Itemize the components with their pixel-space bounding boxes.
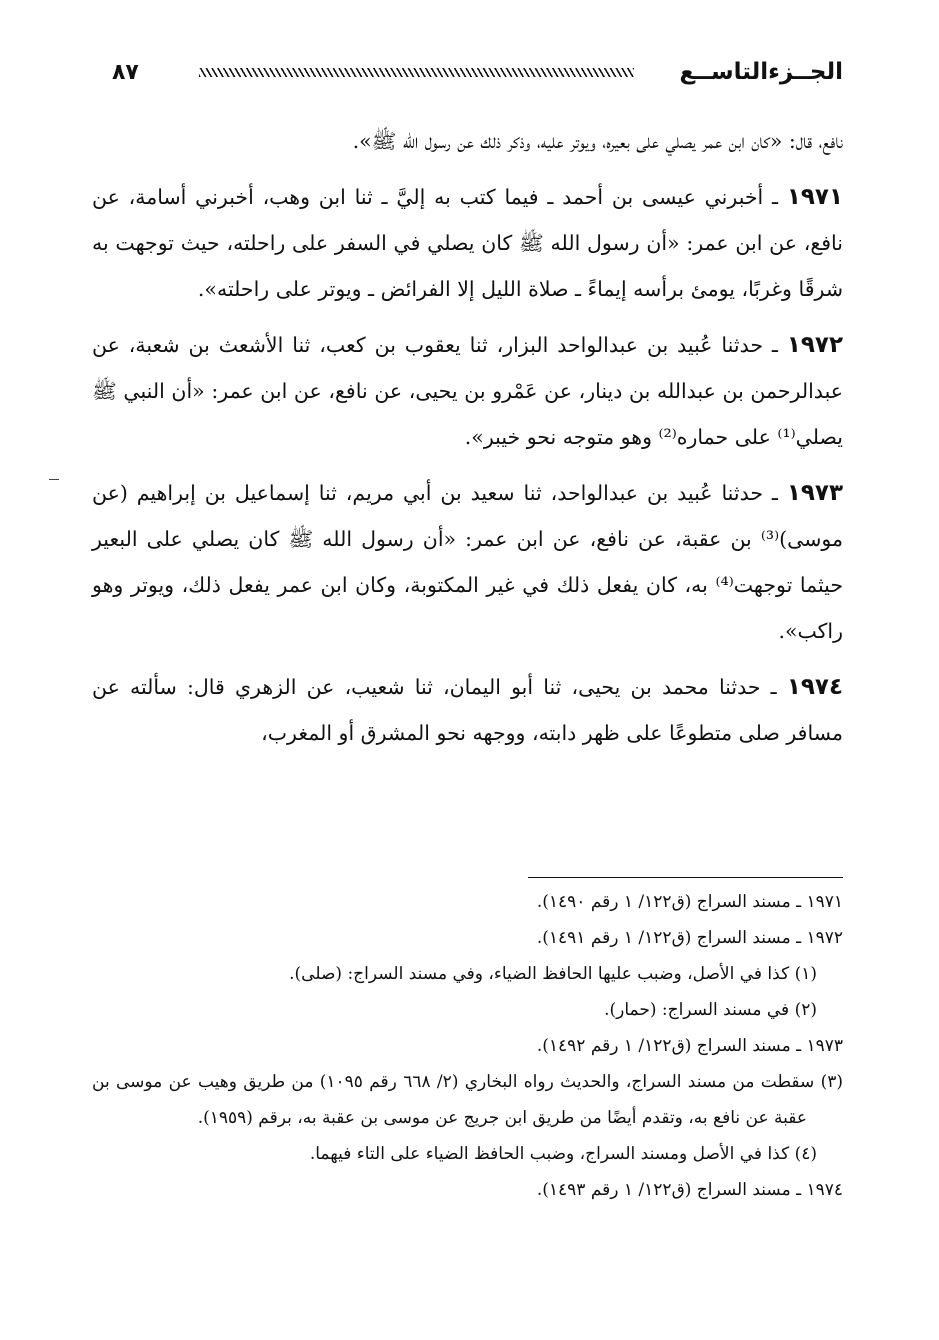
hadith-number: ١٩٧٣ — [786, 480, 843, 506]
hadith-number: ١٩٧٤ — [786, 674, 843, 700]
footnote-1: (١) كذا في الأصل، وضبب عليها الحافظ الضياء، وفي مسند السراج: (صلى). — [289, 964, 817, 984]
footnote-2: (٢) في مسند السراج: (حمار). — [604, 1000, 817, 1020]
hadith-1971 — [92, 174, 843, 312]
paragraph-continued: نافع، قال: «كان ابن عمر يصلي على بعيره، ويوتر عليه، وذكر ذلك عن رسول الله ﷺ». — [352, 129, 843, 153]
header-rule — [199, 68, 634, 77]
margin-mark — [49, 479, 59, 480]
hadith-1974 — [92, 664, 843, 756]
footnote-3: (٣) سقطت من مسند السراج، والحديث رواه البخاري (٢/ ٦٦٨ رقم ١٠٩٥) من طريق وهيب عن موسى بن عقبة عن نافع به، وتقدم أيضًا من طريق ابن جريج عن موسى بن عقبة به، برقم (١٩٥٩). — [92, 1072, 843, 1128]
footnote-4: (٤) كذا في الأصل ومسند السراج، وضبب الحافظ الضياء على التاء فيهما. — [309, 1144, 817, 1164]
hadith-text: ـ حدثنا محمد بن يحيى، ثنا أبو اليمان، ثنا شعيب، عن الزهري قال: سألته عن مسافر صلى متطوعًا على ظهر دابته، ووجهه نحو المشرق أو المغرب، — [92, 675, 843, 745]
footnote-source-1974: ١٩٧٤ ـ مسند السراج (ق١٢٢/ ١ رقم ١٤٩٣). — [536, 1180, 843, 1200]
footnote-separator — [528, 877, 843, 878]
hadith-number: ١٩٧١ — [786, 184, 843, 210]
hadith-1972 — [92, 322, 843, 460]
hadith-text: ـ حدثنا عُبيد بن عبدالواحد البزار، ثنا يعقوب بن كعب، ثنا الأشعث بن شعبة، عن عبدالرحمن بن عبدالله بن دينار، عن عَمْرو بن يحيى، عن نافع، عن ابن عمر: «أن النبي ﷺ يصلي⁽¹⁾ على حماره⁽²⁾ وهو متوجه نحو خيبر». — [92, 333, 843, 449]
footnotes — [92, 884, 843, 1208]
hadith-number: ١٩٧٢ — [786, 332, 843, 358]
hadith-1973 — [92, 470, 843, 654]
page-header — [112, 52, 843, 92]
main-text — [92, 118, 843, 766]
footnote-source-1971: ١٩٧١ ـ مسند السراج (ق١٢٢/ ١ رقم ١٤٩٠). — [536, 892, 843, 912]
hadith-text: ـ حدثنا عُبيد بن عبدالواحد، ثنا سعيد بن أبي مريم، ثنا إسماعيل بن إبراهيم (عن موسى)⁽³⁾ بن عقبة، عن نافع، عن ابن عمر: «أن رسول الله ﷺ كان يصلي على البعير حيثما توجهت⁽⁴⁾ به، كان يفعل ذلك في غير المكتوبة، وكان ابن عمر يفعل ذلك، ويوتر وهو راكب». — [92, 481, 843, 643]
footnote-source-1972: ١٩٧٢ ـ مسند السراج (ق١٢٢/ ١ رقم ١٤٩١). — [536, 928, 843, 948]
running-title: الجــزءالتاســع — [679, 59, 843, 85]
hadith-text: ـ أخبرني عيسى بن أحمد ـ فيما كتب به إليَّ ـ ثنا ابن وهب، أخبرني أسامة، عن نافع، عن ابن عمر: «أن رسول الله ﷺ كان يصلي في السفر على راحلته، حيث توجهت به شرقًا وغربًا، يومئ برأسه إيماءً ـ صلاة الليل إلا الفرائض ـ ويوتر على راحلته». — [92, 185, 843, 301]
footnote-source-1973: ١٩٧٣ ـ مسند السراج (ق١٢٢/ ١ رقم ١٤٩٢). — [536, 1036, 843, 1056]
page-number: ٨٧ — [112, 59, 139, 85]
